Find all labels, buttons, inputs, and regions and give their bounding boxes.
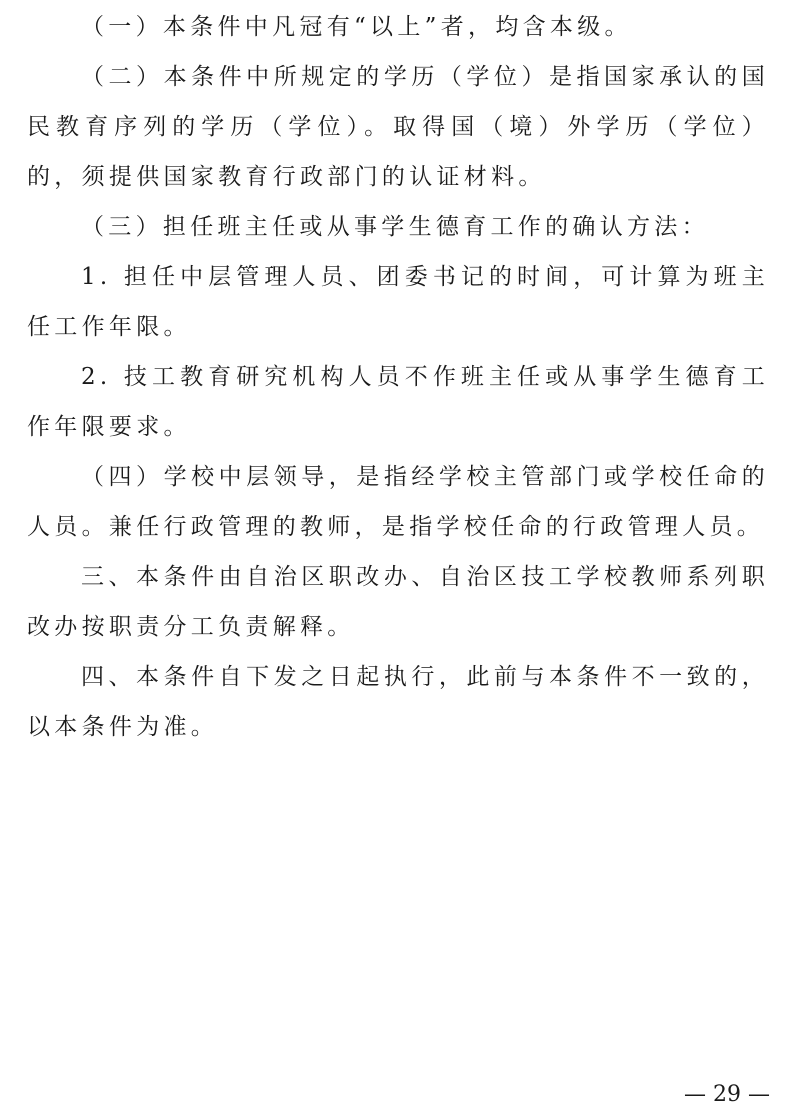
- document-body: [27, 2, 769, 752]
- clause-paragraph: 2. 技工教育研究机构人员不作班主任或从事学生德育工作年限要求。: [27, 364, 769, 440]
- clause-paragraph: 1. 担任中层管理人员、团委书记的时间，可计算为班主任工作年限。: [27, 264, 769, 340]
- page-number: — 29 —: [684, 1082, 770, 1107]
- clause-paragraph: 四、本条件自下发之日起执行，此前与本条件不一致的，以本条件为准。: [27, 664, 769, 740]
- clause-paragraph: （三）担任班主任或从事学生德育工作的确认方法：: [81, 214, 709, 240]
- clause-paragraph: 三、本条件由自治区职改办、自治区技工学校教师系列职改办按职责分工负责解释。: [27, 564, 769, 640]
- clause-paragraph: （四）学校中层领导，是指经学校主管部门或学校任命的人员。兼任行政管理的教师，是指学校任命的行政管理人员。: [27, 464, 769, 540]
- clause-paragraph: （二）本条件中所规定的学历（学位）是指国家承认的国民教育序列的学历（学位）。取得国（境）外学历（学位）的，须提供国家教育行政部门的认证材料。: [27, 64, 769, 190]
- clause-paragraph: （一）本条件中凡冠有“以上”者，均含本级。: [81, 14, 632, 40]
